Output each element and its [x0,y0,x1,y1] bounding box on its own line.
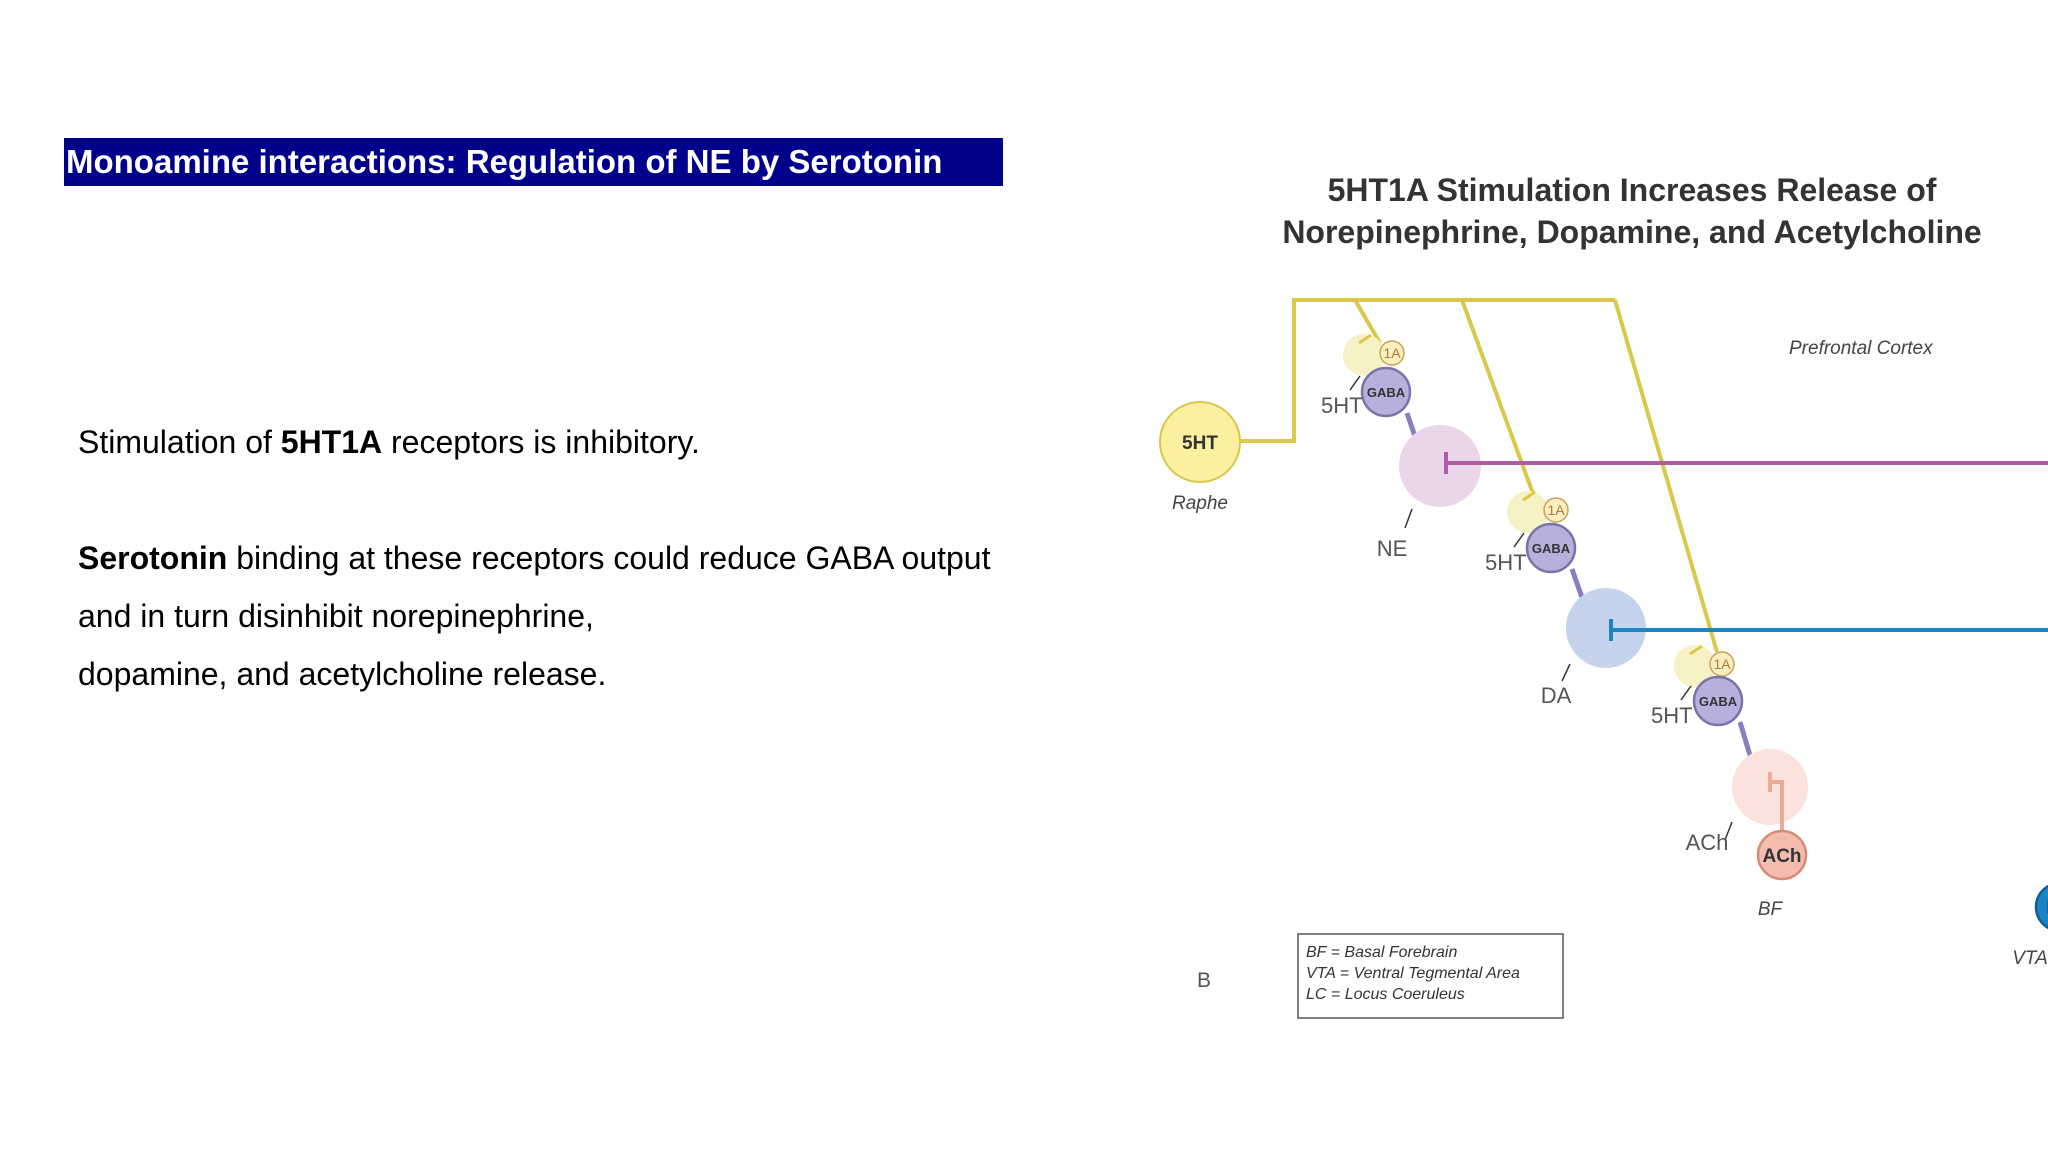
gaba-label: GABA [1366,385,1406,400]
gaba-unit-ach [1651,645,1742,728]
acetylcholine-nucleus-label: ACh [1762,846,1802,867]
text-line-1-bold: 5HT1A [280,424,383,460]
text-line-1-post: receptors is inhibitory. [382,424,700,460]
receptor-1a-label: 1A [1383,345,1401,361]
diagram-title-line-2: Norepinephrine, Dopamine, and Acetylcholine [1282,214,1982,250]
serotonin-label: 5HT [1485,550,1527,575]
da-terminal-label: DA [1540,683,1572,708]
panel-label: B [1197,969,1212,992]
text-line-3: and in turn disinhibit norepinephrine, [78,598,594,634]
gaba-label: GABA [1531,541,1571,556]
legend-item-bf: BF = Basal Forebrain [1306,944,1458,961]
serotonin-nucleus-label: 5HT [1182,433,1218,454]
vta-label: VTA [2012,948,2048,969]
ne-terminal-label: NE [1376,536,1408,561]
text-line-1 [78,413,700,471]
diagram-title-line-1: 5HT1A Stimulation Increases Release of [1327,172,1937,208]
text-line-1-pre: Stimulation of [78,424,281,460]
bf-label: BF [1757,899,1783,920]
ne-terminal [1399,425,1481,507]
gaba-unit-ne [1321,334,1410,418]
receptor-1a-label: 1A [1547,502,1565,518]
gaba-label: GABA [1698,694,1738,709]
legend-item-lc: LC = Locus Coeruleus [1306,986,1465,1003]
receptor-1a-label: 1A [1713,656,1731,672]
serotonin-label: 5HT [1321,393,1363,418]
legend-item-vta: VTA = Ventral Tegmental Area [1306,965,1520,982]
text-line-2 [78,529,990,587]
text-line-2-bold: Serotonin [78,540,228,576]
slide-title: Monoamine interactions: Regulation of NE by Serotonin [64,138,1003,186]
text-line-2-post: binding at these receptors could reduce GABA output [227,540,991,576]
text-line-4: dopamine, and acetylcholine release. [78,656,607,692]
serotonin-label: 5HT [1651,703,1693,728]
ach-terminal-label: ACh [1685,830,1729,855]
gaba-unit-da [1485,491,1575,575]
neuron-diagram [1120,150,2048,1050]
raphe-label: Raphe [1172,493,1228,514]
prefrontal-cortex-label: Prefrontal Cortex [1789,338,1933,359]
